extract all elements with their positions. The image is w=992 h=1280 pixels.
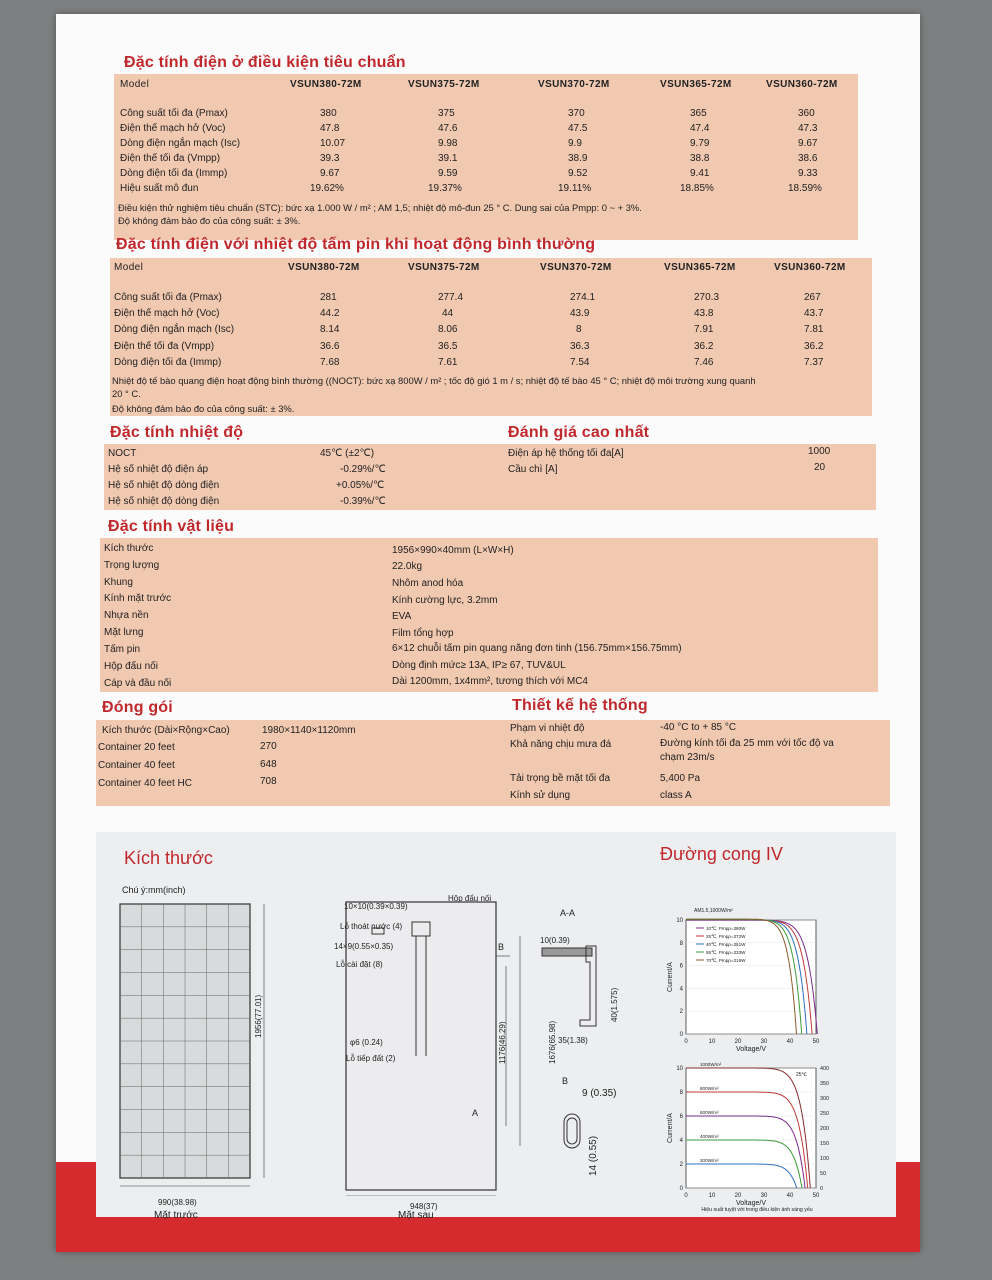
model-header: VSUN360-72M [766,79,838,90]
row-label: Công suất tối đa (Pmax) [120,108,228,119]
cell: 281 [320,292,337,303]
cell: 8.14 [320,324,340,335]
cell: 36.3 [570,341,590,352]
row-label: Dòng điện tối đa (Immp) [114,357,222,368]
y-axis-label: Current/A [667,962,674,992]
cell: 9.98 [438,138,458,149]
y-tick-label: 4 [679,1138,683,1144]
power-tick-label: 200 [820,1126,829,1132]
cell: 47.3 [798,123,818,134]
legend-entry: 40℃, Pmpp=351W [706,942,746,947]
row-label: NOCT [108,448,137,459]
ground-hole-dimension: φ6 (0.24) [350,1038,383,1047]
cell: 708 [260,776,277,787]
temperature-label: 25℃ [796,1072,808,1078]
section-b-marker: B [498,942,505,952]
b-dim-14: 14 (0.55) [588,1135,599,1176]
cell: EVA [392,611,412,622]
row-label: Khung [104,577,133,588]
cell: chạm 23m/s [660,752,715,763]
cell: -0.39%/℃ [340,496,386,507]
chart-caption: Hiệu suất tuyệt vời trong điều kiện ánh sáng yếu [701,1207,813,1212]
y-tick-label: 6 [679,1114,683,1120]
legend-entry: 10℃, Pmpp=380W [706,926,746,931]
junction-box-label: Hộp đấu nối [448,894,492,903]
noct-note: 20 ° C. [112,388,141,399]
power-tick-label: 250 [820,1111,829,1117]
row-label: Điện thế tối đa (Vmpp) [120,153,221,164]
x-tick-label: 40 [786,1193,794,1199]
curve-label: 1000W/m² [700,1062,722,1067]
cell: 9.9 [568,138,582,149]
front-label: Mặt trước [154,1210,198,1221]
row-label: Kích thước (Dài×Rộng×Cao) [102,725,230,736]
cell: 8.06 [438,324,458,335]
x-tick-label: 30 [760,1193,768,1199]
section-aa-label: A-A [560,908,576,918]
y-tick-label: 8 [679,940,683,947]
power-tick-label: 150 [820,1141,829,1147]
stc-table [114,74,858,240]
noct-title: Đặc tính điện với nhiệt độ tấm pin khi hoạt động bình thường [116,236,596,253]
row-label: Điện thế mạch hở (Voc) [114,308,220,319]
cell: 6×12 chuỗi tấm pin quang năng đơn tinh (156.75mm×156.75mm) [392,643,682,654]
row-label: Trọng lượng [104,560,160,571]
legend-entry: 55℃, Pmpp=333W [706,950,746,955]
row-label: Khả năng chịu mưa đá [510,739,612,750]
system-title: Thiết kế hệ thống [512,697,648,714]
noct-note: Nhiệt độ tế bào quang điện hoạt động bình thường ((NOCT): bức xạ 800W / m² ; tốc độ gió 1 m / s; nhiệt độ tế bào 45 ° C; nhiệt độ môi trường xung quanh [112,375,756,386]
thermal-title: Đặc tính nhiệt độ [110,424,244,441]
model-header: VSUN380-72M [288,262,360,273]
cell: 39.3 [320,153,340,164]
cell: 9.59 [438,168,458,179]
model-header: VSUN375-72M [408,262,480,273]
section-aa-drawing [536,936,636,1046]
legend-entry: 25℃, Pmpp=372W [706,934,746,939]
cell: class A [660,790,692,801]
cell: 18.59% [788,183,822,194]
x-tick-label: 10 [708,1193,716,1199]
material-table [100,538,878,692]
cell: 47.4 [690,123,710,134]
model-header: VSUN370-72M [540,262,612,273]
row-label: Dòng điện ngắn mạch (Isc) [114,324,235,335]
y-tick-label: 0 [679,1032,683,1038]
y-tick-label: 6 [679,963,683,970]
row-label: Kính sử dụng [510,790,571,801]
cell: 36.2 [694,341,714,352]
cell: 1956×990×40mm (L×W×H) [392,545,514,556]
power-tick-label: 350 [820,1081,829,1087]
cell: 43.9 [570,308,590,319]
cell: 1980×1140×1120mm [262,725,356,736]
power-tick-label: 50 [820,1171,826,1177]
stc-note: Độ không đảm bảo đo của công suất: ± 3%. [118,215,301,226]
cell: Nhôm anod hóa [392,578,464,589]
thermal-ratings-table [104,444,876,510]
cell: 7.46 [694,357,714,368]
row-label: Dòng điện ngắn mạch (Isc) [120,138,241,149]
row-label: Container 40 feet [98,760,175,771]
power-tick-label: 100 [820,1156,829,1162]
row-label: Dòng điện tối đa (Immp) [120,168,228,179]
cell: 47.6 [438,123,458,134]
row-label: Phạm vi nhiệt độ [510,723,585,734]
cell: 38.8 [690,153,710,164]
iv-chart-temperature [664,904,848,1062]
x-tick-label: 0 [684,1039,688,1045]
cell: 38.6 [798,153,818,164]
power-tick-label: 400 [820,1066,829,1072]
aa-dim-40: 40(1.575) [610,987,619,1022]
row-label: Hiệu suất mô đun [120,183,199,194]
cell: 22.0kg [392,561,423,572]
cell: 47.8 [320,123,340,134]
cell: 648 [260,759,277,770]
curve-label: 200W/m² [700,1158,719,1163]
cell: 380 [320,108,337,119]
section-a-marker: A [472,1108,479,1118]
cell: 7.68 [320,357,340,368]
cell: 43.8 [694,308,714,319]
drawing-panel [96,832,896,1221]
x-tick-label: 30 [760,1039,768,1045]
cell: 270.3 [694,292,720,303]
row-label: Cầu chì [A] [508,464,558,475]
chart-caption: AM1.5,1000W/m² [694,908,733,914]
cell: 9.67 [798,138,818,149]
noct-note: Độ không đảm bảo đo của công suất: ± 3%. [112,403,295,414]
y-tick-label: 8 [679,1090,683,1096]
row-label: Công suất tối đa (Pmax) [114,292,222,303]
cell: 9.67 [320,168,340,179]
y-tick-label: 10 [676,918,683,924]
cell: 44.2 [320,308,340,319]
cell: 10.07 [320,138,346,149]
row-label: Kích thước [104,543,154,554]
cell: Kính cường lực, 3.2mm [392,595,498,606]
cell: 375 [438,108,455,119]
row-label: Hộp đấu nối [104,661,158,672]
noct-table [110,258,872,416]
model-label: Model [120,79,150,90]
y-tick-label: 10 [676,1066,683,1072]
curve-label: 400W/m² [700,1134,719,1139]
row-label: Nhựa nền [104,610,149,621]
model-header: VSUN380-72M [290,79,362,90]
material-title: Đặc tính vật liệu [108,518,235,535]
model-header: VSUN365-72M [664,262,736,273]
stc-title: Đặc tính điện ở điều kiện tiêu chuẩn [124,54,406,71]
width-dimension: 990(38.98) [158,1198,197,1207]
cell: 7.91 [694,324,714,335]
cell: 19.37% [428,183,462,194]
x-tick-label: 50 [812,1039,820,1045]
cell: 267 [804,292,821,303]
cell: 9.52 [568,168,588,179]
mount-hole-label: Lỗ cài đặt (8) [336,960,383,969]
cell: 7.61 [438,357,458,368]
drain-hole-dimension: 10×10(0.39×0.39) [344,902,408,911]
cell: 43.7 [804,308,824,319]
y-tick-label: 2 [679,1162,683,1168]
cell: 7.81 [804,324,824,335]
cell: Dòng định mức≥ 13A, IP≥ 67, TUV&UL [392,660,566,671]
cell: Đường kính tối đa 25 mm với tốc độ va [660,738,834,749]
x-tick-label: 20 [734,1039,742,1045]
unit-note: Chú ý:mm(inch) [122,885,186,895]
cell: 38.9 [568,153,588,164]
cell: 36.6 [320,341,340,352]
cell: 36.2 [804,341,824,352]
model-header: VSUN365-72M [660,79,732,90]
dim-1676: 1676(65.98) [548,1020,557,1064]
cell: 9.33 [798,168,818,179]
cell: 5,400 Pa [660,773,701,784]
cell: 365 [690,108,707,119]
x-axis-label: Voltage/V [736,1200,766,1207]
x-tick-label: 0 [684,1193,688,1199]
cell: 360 [798,108,815,119]
cell: 44 [442,308,454,319]
aa-dim-10: 10(0.39) [540,936,570,945]
cell: Film tổng hợp [392,628,454,639]
cell: 7.37 [804,357,824,368]
row-label: Container 40 feet HC [98,778,192,789]
drain-hole-label: Lỗ thoát nước (4) [340,922,403,931]
row-label: Tải trọng bề mặt tối đa [510,773,611,784]
cell: 19.62% [310,183,344,194]
cell: 277.4 [438,292,464,303]
row-label: Kính mặt trước [104,593,172,604]
iv-chart-irradiance [664,1062,848,1212]
cell: 9.41 [690,168,710,179]
cell: 36.5 [438,341,458,352]
model-header: VSUN360-72M [774,262,846,273]
height-dimension: 1956(77.01) [254,994,263,1038]
y-tick-label: 2 [679,1009,683,1016]
row-label: Điện áp hệ thống tối đa[A] [508,448,624,459]
y-axis-label: Current/A [667,1113,674,1143]
cell: 20 [814,462,826,473]
dim-1176: 1176(46.29) [498,1021,507,1064]
x-tick-label: 20 [734,1193,742,1199]
cell: -40 °C to + 85 °C [660,722,737,733]
mount-hole-dimension: 14×9(0.55×0.35) [334,942,394,951]
ground-hole-label: Lỗ tiếp đất (2) [346,1054,396,1063]
packing-system-table [96,720,890,806]
cell: 370 [568,108,585,119]
y-tick-label: 0 [679,1186,683,1192]
cell: 18.85% [680,183,714,194]
power-tick-label: 300 [820,1096,829,1102]
curve-label: 600W/m² [700,1110,719,1115]
row-label: Điện thế tối đa (Vmpp) [114,341,215,352]
y-tick-label: 4 [679,986,683,993]
cell: 47.5 [568,123,588,134]
row-label: Hệ số nhiệt độ điện áp [108,464,209,475]
row-label: Hệ số nhiệt độ dòng điện [108,496,220,507]
cell: 1000 [808,446,831,457]
model-header: VSUN375-72M [408,79,480,90]
row-label: Điện thế mạch hở (Voc) [120,123,226,134]
legend-entry: 70℃, Pmpp=316W [706,958,746,963]
cell: Dài 1200mm, 1x4mm², tương thích với MC4 [392,676,588,687]
cell: 8 [576,324,582,335]
back-width-dimension: 948(37) [410,1202,438,1211]
power-tick-label: 0 [820,1186,823,1192]
cell: 274.1 [570,292,596,303]
dimensions-title: Kích thước [124,848,213,868]
x-tick-label: 10 [708,1039,716,1045]
model-header: VSUN370-72M [538,79,610,90]
row-label: Container 20 feet [98,742,175,753]
aa-dim-35: 35(1.38) [558,1036,588,1045]
curve-label: 800W/m² [700,1086,719,1091]
datasheet-page [56,14,920,1252]
cell: 9.79 [690,138,710,149]
x-tick-label: 50 [812,1193,820,1199]
cell: 45℃ (±2℃) [320,448,375,459]
cell: -0.29%/℃ [340,464,386,475]
cell: 19.11% [558,183,592,194]
back-view-drawing [310,896,550,1196]
cell: 270 [260,741,277,752]
packing-title: Đóng gói [102,699,173,716]
section-b-label: B [562,1076,569,1086]
cell: 7.54 [570,357,590,368]
cell: 39.1 [438,153,458,164]
back-label: Mặt sau [398,1210,434,1221]
cell: +0.05%/℃ [336,480,385,491]
x-tick-label: 40 [786,1039,794,1045]
row-label: Cáp và đầu nối [104,678,172,689]
b-dim-9: 9 (0.35) [582,1088,617,1099]
ratings-title: Đánh giá cao nhất [508,424,650,441]
row-label: Tấm pin [104,644,141,655]
row-label: Hệ số nhiệt độ dòng điện [108,480,220,491]
iv-title: Đường cong IV [660,844,783,864]
front-view-drawing [114,898,274,1198]
stc-note: Điều kiện thử nghiệm tiêu chuẩn (STC): bức xạ 1.000 W / m² ; AM 1,5; nhiệt độ mô-đun 25 ° C. Dung sai của Pmpp: 0 ~ + 3%. [118,202,642,213]
row-label: Mặt lưng [104,627,144,638]
x-axis-label: Voltage/V [736,1046,766,1053]
model-label: Model [114,262,144,273]
